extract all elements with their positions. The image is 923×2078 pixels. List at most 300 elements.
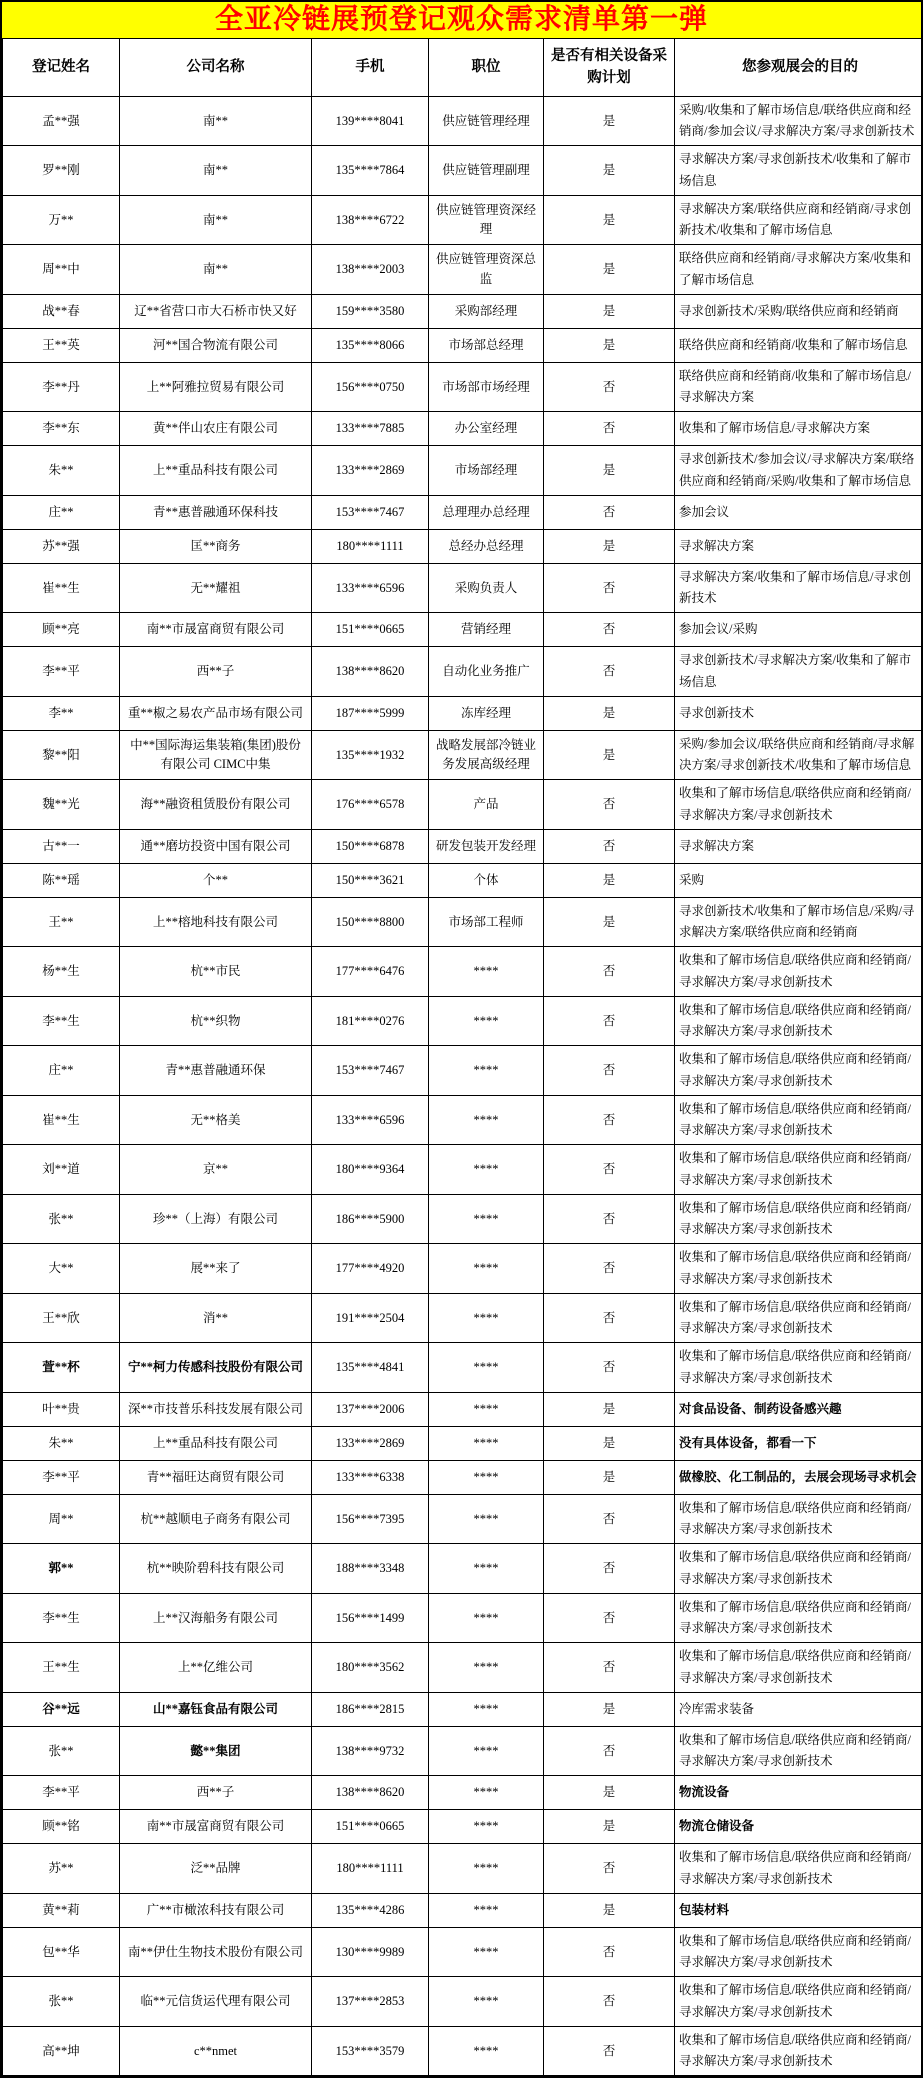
cell-position: **** [429, 1692, 544, 1726]
cell-visit-purpose: 对食品设备、制药设备感兴趣 [675, 1392, 923, 1426]
cell-visit-purpose: 联络供应商和经销商/收集和了解市场信息 [675, 328, 923, 362]
table-row [3, 146, 923, 196]
table-row [3, 1643, 923, 1693]
cell-registered-name: 李**生 [3, 996, 120, 1046]
cell-company-name: 辽**省营口市大石桥市快又好 [120, 294, 312, 328]
cell-visit-purpose: 寻求创新技术/参加会议/寻求解决方案/联络供应商和经销商/采购/收集和了解市场信息 [675, 446, 923, 496]
cell-position: 采购负责人 [429, 563, 544, 613]
cell-phone: 137****2853 [312, 1977, 429, 2027]
cell-visit-purpose: 收集和了解市场信息/联络供应商和经销商/寻求解决方案/寻求创新技术 [675, 1194, 923, 1244]
cell-company-name: 个** [120, 863, 312, 897]
cell-phone: 138****6722 [312, 195, 429, 245]
cell-phone: 177****6476 [312, 947, 429, 997]
cell-registered-name: 古**一 [3, 829, 120, 863]
cell-purchase-plan: 是 [544, 1392, 675, 1426]
table-row [3, 1776, 923, 1810]
cell-visit-purpose: 寻求解决方案/收集和了解市场信息/寻求创新技术 [675, 563, 923, 613]
cell-position: **** [429, 1927, 544, 1977]
cell-company-name: 上**亿维公司 [120, 1643, 312, 1693]
cell-phone: 138****9732 [312, 1726, 429, 1776]
table-row [3, 1494, 923, 1544]
cell-visit-purpose: 物流设备 [675, 1776, 923, 1810]
cell-position: **** [429, 947, 544, 997]
cell-visit-purpose: 采购/参加会议/联络供应商和经销商/寻求解决方案/寻求创新技术/收集和了解市场信息 [675, 730, 923, 780]
cell-visit-purpose: 收集和了解市场信息/联络供应商和经销商/寻求解决方案/寻求创新技术 [675, 1244, 923, 1294]
cell-position: 产品 [429, 780, 544, 830]
cell-visit-purpose: 收集和了解市场信息/联络供应商和经销商/寻求解决方案/寻求创新技术 [675, 1343, 923, 1393]
cell-phone: 181****0276 [312, 996, 429, 1046]
cell-phone: 153****7467 [312, 1046, 429, 1096]
cell-visit-purpose: 寻求创新技术/收集和了解市场信息/采购/寻求解决方案/联络供应商和经销商 [675, 897, 923, 947]
cell-position: 供应链管理资深总监 [429, 245, 544, 295]
cell-purchase-plan: 否 [544, 1244, 675, 1294]
table-row [3, 897, 923, 947]
sheet-title-bar [0, 0, 923, 38]
cell-registered-name: 战**春 [3, 294, 120, 328]
cell-company-name: 通**磨坊投资中国有限公司 [120, 829, 312, 863]
cell-registered-name: 顾**亮 [3, 613, 120, 647]
cell-purchase-plan: 是 [544, 730, 675, 780]
cell-purchase-plan: 否 [544, 1726, 675, 1776]
table-row [3, 1095, 923, 1145]
cell-purchase-plan: 否 [544, 1343, 675, 1393]
table-row [3, 446, 923, 496]
cell-registered-name: 张** [3, 1726, 120, 1776]
page-title: 全亚冷链展预登记观众需求清单第一弹 [215, 3, 708, 37]
table-row [3, 1544, 923, 1594]
cell-purchase-plan: 否 [544, 947, 675, 997]
cell-registered-name: 杨**生 [3, 947, 120, 997]
cell-purchase-plan: 是 [544, 1776, 675, 1810]
cell-phone: 180****1111 [312, 529, 429, 563]
cell-registered-name: 苏**强 [3, 529, 120, 563]
cell-visit-purpose: 收集和了解市场信息/联络供应商和经销商/寻求解决方案/寻求创新技术 [675, 1544, 923, 1594]
cell-phone: 151****0665 [312, 1810, 429, 1844]
table-row [3, 829, 923, 863]
table-row [3, 529, 923, 563]
cell-purchase-plan: 是 [544, 446, 675, 496]
cell-visit-purpose: 收集和了解市场信息/联络供应商和经销商/寻求解决方案/寻求创新技术 [675, 780, 923, 830]
table-row [3, 1726, 923, 1776]
table-row [3, 412, 923, 446]
cell-purchase-plan: 是 [544, 1810, 675, 1844]
table-row [3, 780, 923, 830]
table-row [3, 96, 923, 146]
cell-position: **** [429, 1046, 544, 1096]
cell-purchase-plan: 否 [544, 1643, 675, 1693]
cell-company-name: c**nmet [120, 2026, 312, 2076]
cell-company-name: 中**国际海运集装箱(集团)股份有限公司 CIMC中集 [120, 730, 312, 780]
cell-position: 冻库经理 [429, 696, 544, 730]
table-row [3, 1343, 923, 1393]
cell-phone: 150****8800 [312, 897, 429, 947]
registration-table [2, 38, 923, 2076]
cell-position: 办公室经理 [429, 412, 544, 446]
table-row [3, 1692, 923, 1726]
cell-company-name: 无**耀祖 [120, 563, 312, 613]
cell-company-name: 匡**商务 [120, 529, 312, 563]
cell-registered-name: 王**欣 [3, 1293, 120, 1343]
cell-phone: 159****3580 [312, 294, 429, 328]
cell-company-name: 海**融资租赁股份有限公司 [120, 780, 312, 830]
cell-registered-name: 朱** [3, 446, 120, 496]
cell-registered-name: 李**东 [3, 412, 120, 446]
cell-purchase-plan: 否 [544, 1046, 675, 1096]
cell-visit-purpose: 收集和了解市场信息/联络供应商和经销商/寻求解决方案/寻求创新技术 [675, 1145, 923, 1195]
cell-phone: 150****6878 [312, 829, 429, 863]
cell-registered-name: 李**平 [3, 647, 120, 697]
cell-registered-name: 大** [3, 1244, 120, 1294]
cell-position: 总理理办总经理 [429, 495, 544, 529]
table-row [3, 1893, 923, 1927]
cell-phone: 133****7885 [312, 412, 429, 446]
cell-position: 供应链管理经理 [429, 96, 544, 146]
cell-position: 研发包装开发经理 [429, 829, 544, 863]
cell-phone: 156****1499 [312, 1593, 429, 1643]
cell-visit-purpose: 收集和了解市场信息/联络供应商和经销商/寻求解决方案/寻求创新技术 [675, 1494, 923, 1544]
cell-company-name: 临**元信货运代理有限公司 [120, 1977, 312, 2027]
cell-purchase-plan: 否 [544, 829, 675, 863]
cell-registered-name: 顾**铭 [3, 1810, 120, 1844]
column-header-name: 登记姓名 [3, 39, 120, 97]
cell-company-name: 南** [120, 96, 312, 146]
cell-registered-name: 苏** [3, 1844, 120, 1894]
cell-registered-name: 郭** [3, 1544, 120, 1594]
table-row [3, 1244, 923, 1294]
cell-company-name: 南**市晟富商贸有限公司 [120, 1810, 312, 1844]
cell-company-name: 黄**伴山农庄有限公司 [120, 412, 312, 446]
cell-registered-name: 朱** [3, 1426, 120, 1460]
cell-registered-name: 李** [3, 696, 120, 730]
cell-company-name: 南** [120, 245, 312, 295]
cell-visit-purpose: 收集和了解市场信息/联络供应商和经销商/寻求解决方案/寻求创新技术 [675, 2026, 923, 2076]
cell-purchase-plan: 是 [544, 1426, 675, 1460]
cell-position: 供应链管理资深经理 [429, 195, 544, 245]
cell-registered-name: 孟**强 [3, 96, 120, 146]
cell-phone: 180****9364 [312, 1145, 429, 1195]
cell-registered-name: 罗**刚 [3, 146, 120, 196]
cell-registered-name: 萱**杯 [3, 1343, 120, 1393]
cell-position: **** [429, 1544, 544, 1594]
cell-phone: 177****4920 [312, 1244, 429, 1294]
table-row [3, 1977, 923, 2027]
cell-company-name: 上**榕地科技有限公司 [120, 897, 312, 947]
cell-registered-name: 黄**莉 [3, 1893, 120, 1927]
cell-registered-name: 周**中 [3, 245, 120, 295]
cell-purchase-plan: 否 [544, 495, 675, 529]
cell-phone: 135****1932 [312, 730, 429, 780]
header-row [3, 39, 923, 97]
cell-purchase-plan: 是 [544, 1893, 675, 1927]
cell-purchase-plan: 是 [544, 1460, 675, 1494]
cell-position: 采购部经理 [429, 294, 544, 328]
cell-position: **** [429, 1893, 544, 1927]
cell-registered-name: 李**丹 [3, 362, 120, 412]
cell-position: **** [429, 1643, 544, 1693]
table-row [3, 1844, 923, 1894]
table-row [3, 495, 923, 529]
column-header-purchase-plan: 是否有相关设备采购计划 [544, 39, 675, 97]
cell-registered-name: 万** [3, 195, 120, 245]
cell-purchase-plan: 否 [544, 1293, 675, 1343]
table-row [3, 2026, 923, 2076]
table-row [3, 947, 923, 997]
cell-visit-purpose: 收集和了解市场信息/联络供应商和经销商/寻求解决方案/寻求创新技术 [675, 1844, 923, 1894]
cell-position: 战略发展部冷链业务发展高级经理 [429, 730, 544, 780]
cell-visit-purpose: 采购/收集和了解市场信息/联络供应商和经销商/参加会议/寻求解决方案/寻求创新技术 [675, 96, 923, 146]
cell-visit-purpose: 收集和了解市场信息/联络供应商和经销商/寻求解决方案/寻求创新技术 [675, 947, 923, 997]
cell-company-name: 宁**柯力传感科技股份有限公司 [120, 1343, 312, 1393]
cell-position: 市场部市场经理 [429, 362, 544, 412]
cell-position: **** [429, 1194, 544, 1244]
table-row [3, 863, 923, 897]
cell-position: **** [429, 1844, 544, 1894]
cell-phone: 133****2869 [312, 1426, 429, 1460]
cell-phone: 135****4286 [312, 1893, 429, 1927]
cell-purchase-plan: 否 [544, 1593, 675, 1643]
cell-purchase-plan: 是 [544, 863, 675, 897]
table-row [3, 730, 923, 780]
cell-company-name: 青**福旺达商贸有限公司 [120, 1460, 312, 1494]
cell-phone: 138****8620 [312, 1776, 429, 1810]
cell-purchase-plan: 是 [544, 195, 675, 245]
cell-company-name: 杭**织物 [120, 996, 312, 1046]
column-header-purpose: 您参观展会的目的 [675, 39, 923, 97]
cell-purchase-plan: 否 [544, 1095, 675, 1145]
cell-purchase-plan: 否 [544, 1494, 675, 1544]
cell-registered-name: 李**平 [3, 1776, 120, 1810]
cell-phone: 180****3562 [312, 1643, 429, 1693]
table-row [3, 647, 923, 697]
table-row [3, 1194, 923, 1244]
cell-phone: 133****6596 [312, 1095, 429, 1145]
cell-visit-purpose: 收集和了解市场信息/联络供应商和经销商/寻求解决方案/寻求创新技术 [675, 996, 923, 1046]
cell-position: **** [429, 1977, 544, 2027]
cell-company-name: 河**国合物流有限公司 [120, 328, 312, 362]
cell-position: 总经办总经理 [429, 529, 544, 563]
table-row [3, 294, 923, 328]
cell-purchase-plan: 否 [544, 412, 675, 446]
table-row [3, 1293, 923, 1343]
cell-position: 市场部经理 [429, 446, 544, 496]
cell-visit-purpose: 收集和了解市场信息/联络供应商和经销商/寻求解决方案/寻求创新技术 [675, 1293, 923, 1343]
cell-purchase-plan: 否 [544, 647, 675, 697]
cell-visit-purpose: 收集和了解市场信息/联络供应商和经销商/寻求解决方案/寻求创新技术 [675, 1927, 923, 1977]
cell-visit-purpose: 寻求解决方案/寻求创新技术/收集和了解市场信息 [675, 146, 923, 196]
cell-company-name: 南**市晟富商贸有限公司 [120, 613, 312, 647]
cell-company-name: 南** [120, 146, 312, 196]
cell-registered-name: 魏**光 [3, 780, 120, 830]
cell-registered-name: 周** [3, 1494, 120, 1544]
cell-position: 市场部工程师 [429, 897, 544, 947]
cell-position: **** [429, 996, 544, 1046]
cell-company-name: 青**惠普融通环保 [120, 1046, 312, 1096]
cell-position: **** [429, 1810, 544, 1844]
cell-company-name: 消** [120, 1293, 312, 1343]
cell-visit-purpose: 寻求解决方案/联络供应商和经销商/寻求创新技术/收集和了解市场信息 [675, 195, 923, 245]
table-row [3, 996, 923, 1046]
registration-table-container [0, 38, 923, 2078]
cell-phone: 139****8041 [312, 96, 429, 146]
cell-visit-purpose: 寻求创新技术 [675, 696, 923, 730]
table-row [3, 245, 923, 295]
table-row [3, 362, 923, 412]
cell-purchase-plan: 是 [544, 146, 675, 196]
cell-phone: 135****8066 [312, 328, 429, 362]
cell-company-name: 杭**映阶碧科技有限公司 [120, 1544, 312, 1594]
column-header-position: 职位 [429, 39, 544, 97]
cell-company-name: 懿**集团 [120, 1726, 312, 1776]
cell-phone: 150****3621 [312, 863, 429, 897]
cell-position: **** [429, 1726, 544, 1776]
cell-visit-purpose: 收集和了解市场信息/联络供应商和经销商/寻求解决方案/寻求创新技术 [675, 1977, 923, 2027]
cell-position: 自动化业务推广 [429, 647, 544, 697]
cell-position: **** [429, 1426, 544, 1460]
cell-registered-name: 王**生 [3, 1643, 120, 1693]
cell-purchase-plan: 否 [544, 2026, 675, 2076]
cell-position: **** [429, 1460, 544, 1494]
cell-company-name: 杭**市民 [120, 947, 312, 997]
cell-visit-purpose: 参加会议 [675, 495, 923, 529]
cell-purchase-plan: 是 [544, 897, 675, 947]
cell-purchase-plan: 否 [544, 1977, 675, 2027]
cell-phone: 156****7395 [312, 1494, 429, 1544]
cell-company-name: 上**阿雅拉贸易有限公司 [120, 362, 312, 412]
cell-registered-name: 王** [3, 897, 120, 947]
cell-registered-name: 谷**远 [3, 1692, 120, 1726]
cell-purchase-plan: 否 [544, 362, 675, 412]
cell-registered-name: 崔**生 [3, 563, 120, 613]
cell-registered-name: 崔**生 [3, 1095, 120, 1145]
cell-position: **** [429, 1095, 544, 1145]
cell-position: **** [429, 1494, 544, 1544]
cell-phone: 186****2815 [312, 1692, 429, 1726]
cell-position: **** [429, 2026, 544, 2076]
table-row [3, 1927, 923, 1977]
table-row [3, 1810, 923, 1844]
cell-company-name: 无**格美 [120, 1095, 312, 1145]
cell-purchase-plan: 否 [544, 780, 675, 830]
table-row [3, 1593, 923, 1643]
cell-phone: 187****5999 [312, 696, 429, 730]
cell-registered-name: 张** [3, 1977, 120, 2027]
cell-position: **** [429, 1392, 544, 1426]
cell-purchase-plan: 否 [544, 996, 675, 1046]
cell-phone: 133****6596 [312, 563, 429, 613]
cell-phone: 138****8620 [312, 647, 429, 697]
cell-position: 市场部总经理 [429, 328, 544, 362]
cell-purchase-plan: 否 [544, 1844, 675, 1894]
table-row [3, 1392, 923, 1426]
cell-phone: 133****6338 [312, 1460, 429, 1494]
table-row [3, 1460, 923, 1494]
cell-visit-purpose: 包装材料 [675, 1893, 923, 1927]
cell-visit-purpose: 参加会议/采购 [675, 613, 923, 647]
cell-phone: 180****1111 [312, 1844, 429, 1894]
cell-company-name: 展**来了 [120, 1244, 312, 1294]
cell-purchase-plan: 是 [544, 294, 675, 328]
cell-position: **** [429, 1244, 544, 1294]
cell-registered-name: 刘**道 [3, 1145, 120, 1195]
cell-visit-purpose: 冷库需求装备 [675, 1692, 923, 1726]
table-row [3, 613, 923, 647]
cell-phone: 133****2869 [312, 446, 429, 496]
cell-company-name: 上**汉海船务有限公司 [120, 1593, 312, 1643]
cell-company-name: 南**伊仕生物技术股份有限公司 [120, 1927, 312, 1977]
cell-position: 供应链管理副理 [429, 146, 544, 196]
cell-visit-purpose: 寻求解决方案 [675, 829, 923, 863]
cell-phone: 156****0750 [312, 362, 429, 412]
cell-phone: 135****4841 [312, 1343, 429, 1393]
cell-phone: 138****2003 [312, 245, 429, 295]
cell-purchase-plan: 是 [544, 245, 675, 295]
cell-registered-name: 包**华 [3, 1927, 120, 1977]
cell-visit-purpose: 收集和了解市场信息/联络供应商和经销商/寻求解决方案/寻求创新技术 [675, 1726, 923, 1776]
cell-purchase-plan: 否 [544, 1927, 675, 1977]
cell-visit-purpose: 收集和了解市场信息/联络供应商和经销商/寻求解决方案/寻求创新技术 [675, 1046, 923, 1096]
cell-purchase-plan: 否 [544, 1194, 675, 1244]
cell-visit-purpose: 联络供应商和经销商/收集和了解市场信息/寻求解决方案 [675, 362, 923, 412]
cell-registered-name: 高**坤 [3, 2026, 120, 2076]
cell-phone: 153****3579 [312, 2026, 429, 2076]
cell-purchase-plan: 是 [544, 529, 675, 563]
cell-visit-purpose: 采购 [675, 863, 923, 897]
cell-visit-purpose: 物流仓储设备 [675, 1810, 923, 1844]
cell-visit-purpose: 没有具体设备，都看一下 [675, 1426, 923, 1460]
cell-purchase-plan: 否 [544, 1544, 675, 1594]
cell-visit-purpose: 寻求创新技术/寻求解决方案/收集和了解市场信息 [675, 647, 923, 697]
cell-registered-name: 庄** [3, 495, 120, 529]
cell-visit-purpose: 收集和了解市场信息/联络供应商和经销商/寻求解决方案/寻求创新技术 [675, 1643, 923, 1693]
cell-registered-name: 李**生 [3, 1593, 120, 1643]
table-row [3, 1426, 923, 1460]
cell-position: **** [429, 1145, 544, 1195]
cell-position: **** [429, 1776, 544, 1810]
cell-phone: 137****2006 [312, 1392, 429, 1426]
cell-position: **** [429, 1343, 544, 1393]
cell-registered-name: 陈**瑶 [3, 863, 120, 897]
cell-position: 个体 [429, 863, 544, 897]
cell-phone: 153****7467 [312, 495, 429, 529]
column-header-phone: 手机 [312, 39, 429, 97]
cell-position: **** [429, 1593, 544, 1643]
table-row [3, 1145, 923, 1195]
table-row [3, 1046, 923, 1096]
cell-purchase-plan: 否 [544, 563, 675, 613]
cell-purchase-plan: 是 [544, 96, 675, 146]
cell-position: 营销经理 [429, 613, 544, 647]
cell-registered-name: 李**平 [3, 1460, 120, 1494]
cell-company-name: 泛**品牌 [120, 1844, 312, 1894]
cell-phone: 186****5900 [312, 1194, 429, 1244]
cell-company-name: 深**市技普乐科技发展有限公司 [120, 1392, 312, 1426]
cell-company-name: 上**重品科技有限公司 [120, 1426, 312, 1460]
cell-phone: 130****9989 [312, 1927, 429, 1977]
cell-registered-name: 叶**贵 [3, 1392, 120, 1426]
column-header-company: 公司名称 [120, 39, 312, 97]
cell-purchase-plan: 否 [544, 613, 675, 647]
cell-visit-purpose: 联络供应商和经销商/寻求解决方案/收集和了解市场信息 [675, 245, 923, 295]
table-row [3, 328, 923, 362]
cell-visit-purpose: 寻求解决方案 [675, 529, 923, 563]
cell-visit-purpose: 做橡胶、化工制品的，去展会现场寻求机会 [675, 1460, 923, 1494]
cell-visit-purpose: 收集和了解市场信息/寻求解决方案 [675, 412, 923, 446]
cell-company-name: 西**子 [120, 1776, 312, 1810]
cell-purchase-plan: 否 [544, 1145, 675, 1195]
cell-company-name: 上**重品科技有限公司 [120, 446, 312, 496]
cell-company-name: 西**子 [120, 647, 312, 697]
cell-purchase-plan: 是 [544, 328, 675, 362]
